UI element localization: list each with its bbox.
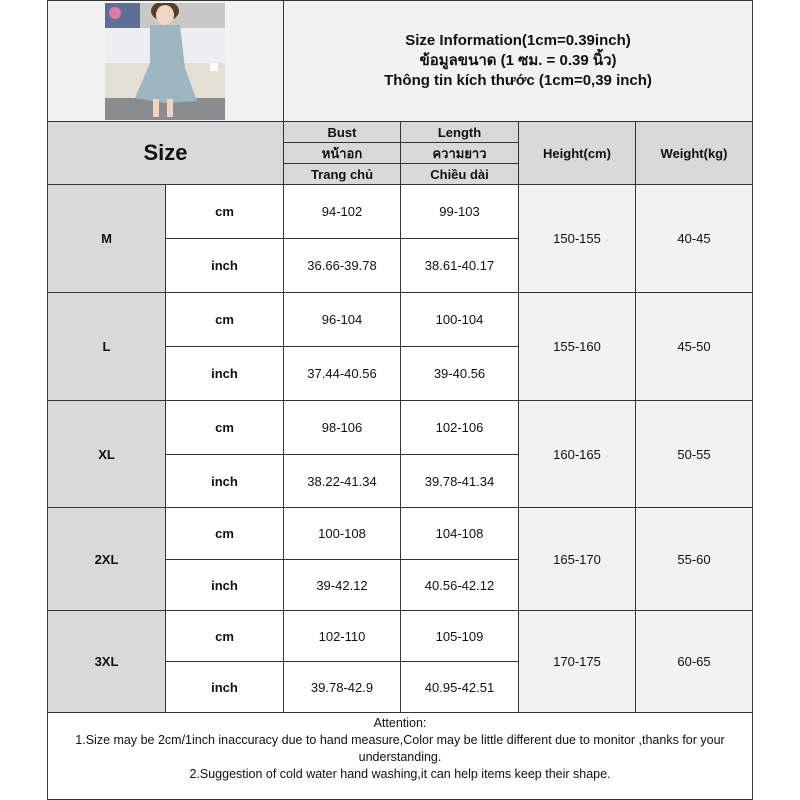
size-label: 2XL	[47, 507, 166, 611]
height-range: 150-155	[518, 184, 636, 293]
bust-header-vi: Trang chủ	[283, 163, 401, 185]
attention-note	[47, 712, 753, 800]
length-header-vi: Chiều dài	[400, 163, 519, 185]
weight-range: 55-60	[635, 507, 753, 611]
weight-range: 45-50	[635, 292, 753, 401]
bust-inch: 37.44-40.56	[283, 346, 401, 401]
bust-cm: 102-110	[283, 610, 401, 662]
length-cm: 105-109	[400, 610, 519, 662]
bust-cm: 98-106	[283, 400, 401, 455]
bust-inch: 36.66-39.78	[283, 238, 401, 293]
unit-cm: cm	[165, 507, 284, 560]
size-label: XL	[47, 400, 166, 508]
bust-header-en: Bust	[283, 121, 401, 143]
height-header: Height(cm)	[518, 121, 636, 185]
attention-heading: Attention:	[373, 716, 427, 730]
length-inch: 40.56-42.12	[400, 559, 519, 611]
length-cm: 100-104	[400, 292, 519, 347]
unit-cm: cm	[165, 184, 284, 239]
size-label: L	[47, 292, 166, 401]
title-vi: Thông tin kích thước (1cm=0,39 inch)	[384, 72, 652, 89]
height-range: 170-175	[518, 610, 636, 713]
length-inch: 38.61-40.17	[400, 238, 519, 293]
length-header-th: ความยาว	[400, 142, 519, 164]
unit-inch: inch	[165, 661, 284, 713]
height-range: 165-170	[518, 507, 636, 611]
attention-line-1: 1.Size may be 2cm/1inch inaccuracy due to hand measure,Color may be little different due to monitor ,thanks for your understanding.	[75, 733, 725, 764]
weight-header: Weight(kg)	[635, 121, 753, 185]
product-photo-cell	[47, 0, 284, 122]
attention-line-2: 2.Suggestion of cold water hand washing,it can help items keep their shape.	[189, 767, 611, 781]
bust-inch: 39.78-42.9	[283, 661, 401, 713]
bust-cm: 100-108	[283, 507, 401, 560]
size-info-title	[283, 0, 753, 122]
size-label: M	[47, 184, 166, 293]
unit-inch: inch	[165, 346, 284, 401]
unit-cm: cm	[165, 610, 284, 662]
length-inch: 39-40.56	[400, 346, 519, 401]
bust-inch: 39-42.12	[283, 559, 401, 611]
weight-range: 40-45	[635, 184, 753, 293]
unit-inch: inch	[165, 454, 284, 508]
length-header-en: Length	[400, 121, 519, 143]
title-th: ข้อมูลขนาด (1 ซม. = 0.39 นิ้ว)	[419, 52, 617, 69]
length-cm: 104-108	[400, 507, 519, 560]
unit-cm: cm	[165, 292, 284, 347]
length-cm: 99-103	[400, 184, 519, 239]
unit-inch: inch	[165, 559, 284, 611]
length-inch: 40.95-42.51	[400, 661, 519, 713]
height-range: 155-160	[518, 292, 636, 401]
title-en: Size Information(1cm=0.39inch)	[405, 32, 631, 49]
size-label: 3XL	[47, 610, 166, 713]
weight-range: 60-65	[635, 610, 753, 713]
bust-header-th: หน้าอก	[283, 142, 401, 164]
bust-cm: 96-104	[283, 292, 401, 347]
unit-inch: inch	[165, 238, 284, 293]
length-cm: 102-106	[400, 400, 519, 455]
height-range: 160-165	[518, 400, 636, 508]
length-inch: 39.78-41.34	[400, 454, 519, 508]
bust-cm: 94-102	[283, 184, 401, 239]
product-photo	[105, 3, 225, 120]
bust-inch: 38.22-41.34	[283, 454, 401, 508]
weight-range: 50-55	[635, 400, 753, 508]
unit-cm: cm	[165, 400, 284, 455]
size-header: Size	[47, 121, 284, 185]
